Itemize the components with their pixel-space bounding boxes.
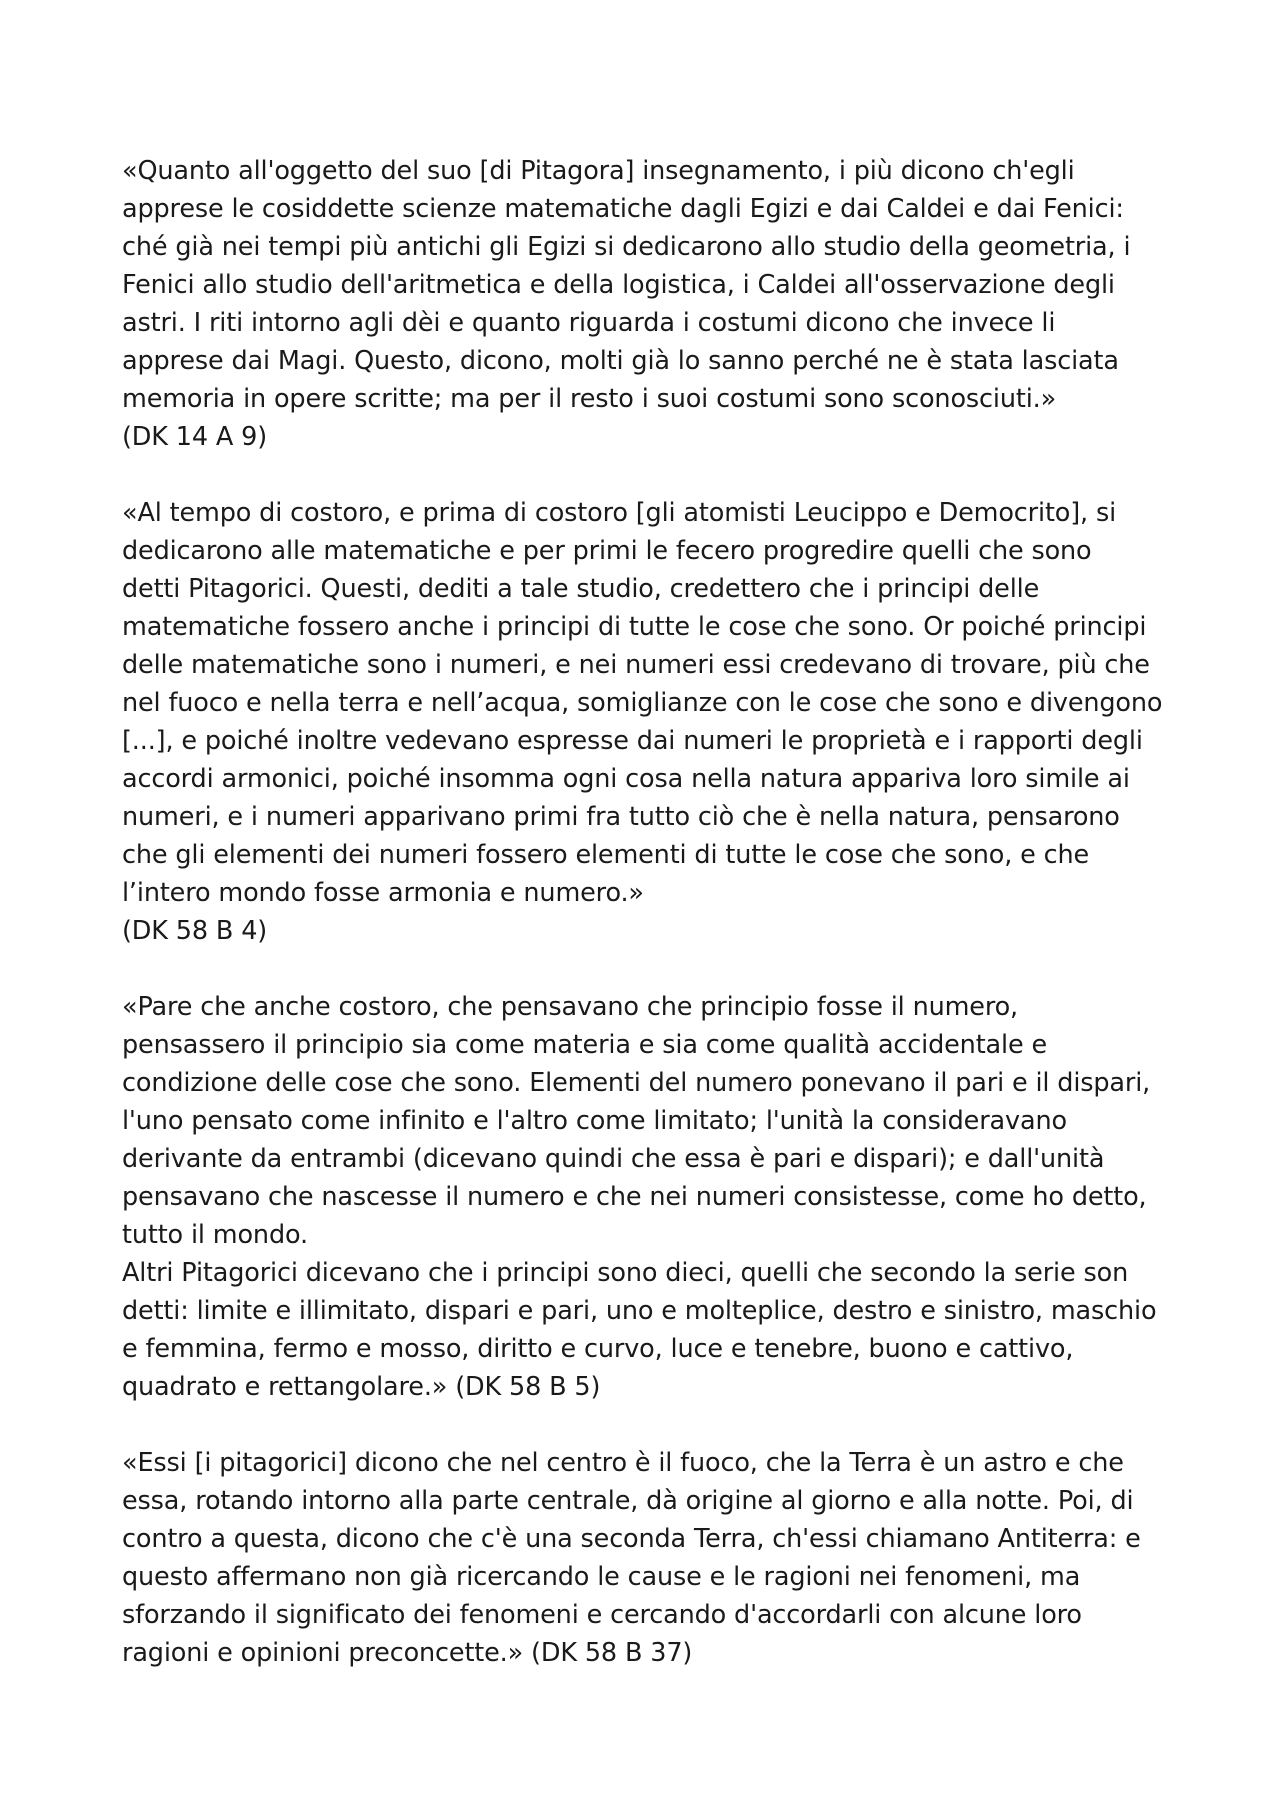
quote-line: «Pare che anche costoro, che pensavano che principio fosse il numero,	[122, 992, 1018, 1022]
quote-line: l’intero mondo fosse armonia e numero.»	[122, 878, 644, 908]
quote-line: detti Pitagorici. Questi, dediti a tale studio, credettero che i principi delle	[122, 574, 1040, 604]
quote-line: astri. I riti intorno agli dèi e quanto riguarda i costumi dicono che invece li	[122, 308, 1056, 338]
quote-line: tutto il mondo.	[122, 1220, 308, 1250]
quote-line: matematiche fossero anche i principi di tutte le cose che sono. Or poiché principi	[122, 612, 1147, 642]
quote-line: apprese dai Magi. Questo, dicono, molti già lo sanno perché ne è stata lasciata	[122, 346, 1119, 376]
quote-line: pensavano che nascesse il numero e che nei numeri consistesse, come ho detto,	[122, 1182, 1147, 1212]
quote-line: pensassero il principio sia come materia e sia come qualità accidentale e	[122, 1030, 1047, 1060]
document-body	[122, 152, 1182, 1710]
quote-line: nel fuoco e nella terra e nell’acqua, somiglianze con le cose che sono e divengono	[122, 688, 1163, 718]
quote-line: Fenici allo studio dell'aritmetica e della logistica, i Caldei all'osservazione degli	[122, 270, 1115, 300]
quote-line: Altri Pitagorici dicevano che i principi sono dieci, quelli che secondo la serie son	[122, 1258, 1129, 1288]
quote-line: ché già nei tempi più antichi gli Egizi si dedicarono allo studio della geometria, i	[122, 232, 1131, 262]
quote-line: «Quanto all'oggetto del suo [di Pitagora] insegnamento, i più dicono ch'egli	[122, 156, 1075, 186]
quote-line: e femmina, fermo e mosso, diritto e curvo, luce e tenebre, buono e cattivo,	[122, 1334, 1074, 1364]
quote-citation: (DK 58 B 4)	[122, 916, 268, 946]
quote-line: «Al tempo di costoro, e prima di costoro [gli atomisti Leucippo e Democrito], si	[122, 498, 1117, 528]
quote-line: condizione delle cose che sono. Elementi del numero ponevano il pari e il dispari,	[122, 1068, 1151, 1098]
quote-line: che gli elementi dei numeri fossero elementi di tutte le cose che sono, e che	[122, 840, 1090, 870]
quote-line: contro a questa, dicono che c'è una seconda Terra, ch'essi chiamano Antiterra: e	[122, 1524, 1141, 1554]
quote-line: «Essi [i pitagorici] dicono che nel centro è il fuoco, che la Terra è un astro e che	[122, 1448, 1124, 1478]
quote-line: sforzando il significato dei fenomeni e cercando d'accordarli con alcune loro	[122, 1600, 1082, 1630]
quote-line: [...], e poiché inoltre vedevano espresse dai numeri le proprietà e i rapporti degli	[122, 726, 1143, 756]
quote-dk-58-b-5	[122, 988, 1182, 1406]
quote-dk-58-b-4	[122, 494, 1182, 950]
quote-line: apprese le cosiddette scienze matematiche dagli Egizi e dai Caldei e dai Fenici:	[122, 194, 1124, 224]
quote-line: ragioni e opinioni preconcette.» (DK 58 B 37)	[122, 1638, 693, 1668]
quote-line: essa, rotando intorno alla parte centrale, dà origine al giorno e alla notte. Poi, di	[122, 1486, 1134, 1516]
quote-line: delle matematiche sono i numeri, e nei numeri essi credevano di trovare, più che	[122, 650, 1150, 680]
quote-dk-58-b-37	[122, 1444, 1182, 1672]
quote-line: memoria in opere scritte; ma per il resto i suoi costumi sono sconosciuti.»	[122, 384, 1057, 414]
quote-line: questo affermano non già ricercando le cause e le ragioni nei fenomeni, ma	[122, 1562, 1081, 1592]
quote-line: numeri, e i numeri apparivano primi fra tutto ciò che è nella natura, pensarono	[122, 802, 1120, 832]
quote-line: l'uno pensato come infinito e l'altro come limitato; l'unità la consideravano	[122, 1106, 1067, 1136]
quote-citation: (DK 14 A 9)	[122, 422, 268, 452]
quote-line: accordi armonici, poiché insomma ogni cosa nella natura appariva loro simile ai	[122, 764, 1130, 794]
quote-line: detti: limite e illimitato, dispari e pari, uno e molteplice, destro e sinistro, maschio	[122, 1296, 1157, 1326]
quote-line: derivante da entrambi (dicevano quindi che essa è pari e dispari); e dall'unità	[122, 1144, 1105, 1174]
quote-line: dedicarono alle matematiche e per primi le fecero progredire quelli che sono	[122, 536, 1092, 566]
quote-line: quadrato e rettangolare.» (DK 58 B 5)	[122, 1372, 601, 1402]
quote-dk-14-a-9	[122, 152, 1182, 456]
